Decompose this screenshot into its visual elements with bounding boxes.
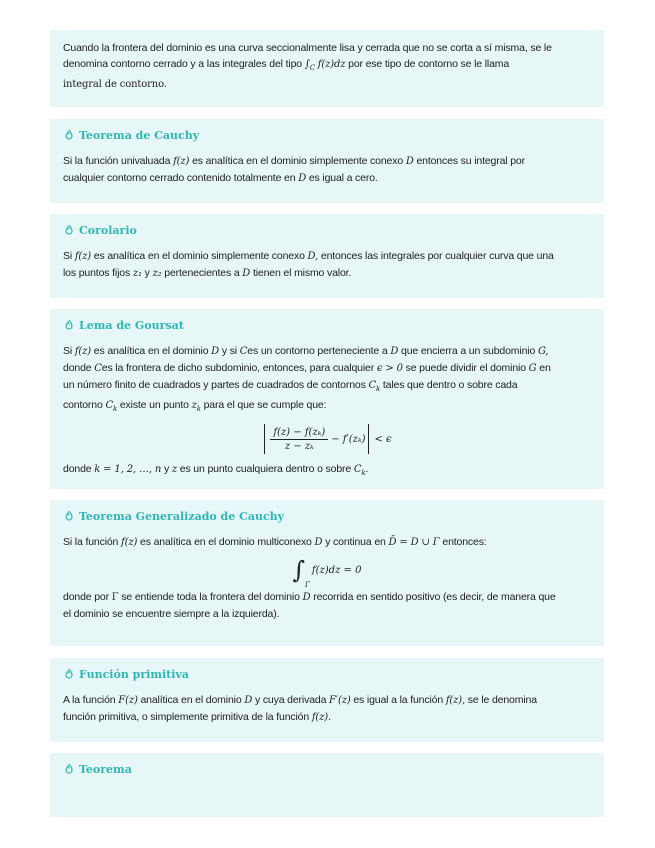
generalized-cauchy-title: Teorema Generalizado de Cauchy: [63, 508, 591, 524]
goursat-lemma-text: Si f(z) es analítica en el dominio D y si Ces un contorno perteneciente a D que encierra a un subdominio G, donde Ces la frontera de dicho subdominio, entonces, para cualquier ϵ > 0 se puede dividir el dominio G en un número finito de cuadrados y partes de cuadrados de contornos $C_k$ tales que dentro o sobre cada contorno $C_k$ existe un punto $z_k$ para el que se cumple que:: [63, 345, 551, 414]
corollary-text: Si f(z) es analítica en el dominio simplemente conexo D, entonces las integrales por cualquier curva que una los puntos fijos z₁ y z₂ pertenecientes a D tienen el mismo valor.: [63, 250, 554, 279]
primitive-function-title: Función primitiva: [63, 666, 591, 682]
fire-icon: [63, 224, 75, 236]
generalized-cauchy-text: Si la función f(z) es analítica en el dominio multiconexo D y continua en D̄ = D ∪ Γ entonces:: [63, 536, 487, 548]
theorem-box: [50, 753, 604, 817]
generalized-cauchy-equation: ∫ $_\Gamma$ f(z)dz = 0: [292, 556, 362, 589]
theorem-cauchy-text: Si la función univaluada f(z) es analítica en el dominio simplemente conexo D entonces su integral por cualquier contorno cerrado contenido totalmente en D es igual a cero.: [63, 155, 525, 184]
fire-icon: [63, 763, 75, 775]
generalized-cauchy-footer: donde por Γ se entiende toda la frontera del dominio D recorrida en sentido positivo (es decir, de manera que el dominio se encuentre siempre a la izquierda).: [63, 591, 556, 620]
theorem-cauchy-title: Teorema de Cauchy: [63, 127, 591, 143]
corollary-title: Corolario: [63, 222, 591, 238]
primitive-function-box: [50, 658, 604, 742]
intro-text: Cuando la frontera del dominio es una curva seccionalmente lisa y cerrada que no se corta a sí misma, se le denomina contorno cerrado y a las integrales del tipo $\int_C$ f(z)dz por ese tipo de contorno se le llama integral de contorno.: [63, 42, 552, 91]
theorem-cauchy-box: [50, 119, 604, 203]
fire-icon: [63, 510, 75, 522]
goursat-lemma-title: Lema de Goursat: [63, 317, 591, 333]
fire-icon: [63, 668, 75, 680]
fire-icon: [63, 129, 75, 141]
intro-box: [50, 30, 604, 107]
goursat-lemma-footer: donde k = 1, 2, …, n y z es un punto cualquiera dentro o sobre $C_k$.: [63, 463, 369, 478]
primitive-function-text: A la función F(z) analítica en el dominio D y cuya derivada F′(z) es igual a la función f(z), se le denomina función primitiva, o simplemente primitiva de la función f(z).: [63, 694, 537, 723]
fire-icon: [63, 319, 75, 331]
goursat-equation: $\frac{\text{f(z) − f(zₖ)}}{\text{z − zₖ}}$ − f′(zₖ) < ϵ: [63, 417, 591, 461]
generalized-cauchy-box: [50, 500, 604, 646]
theorem-title: Teorema: [63, 761, 591, 777]
corollary-box: [50, 214, 604, 298]
goursat-lemma-box: [50, 309, 604, 489]
